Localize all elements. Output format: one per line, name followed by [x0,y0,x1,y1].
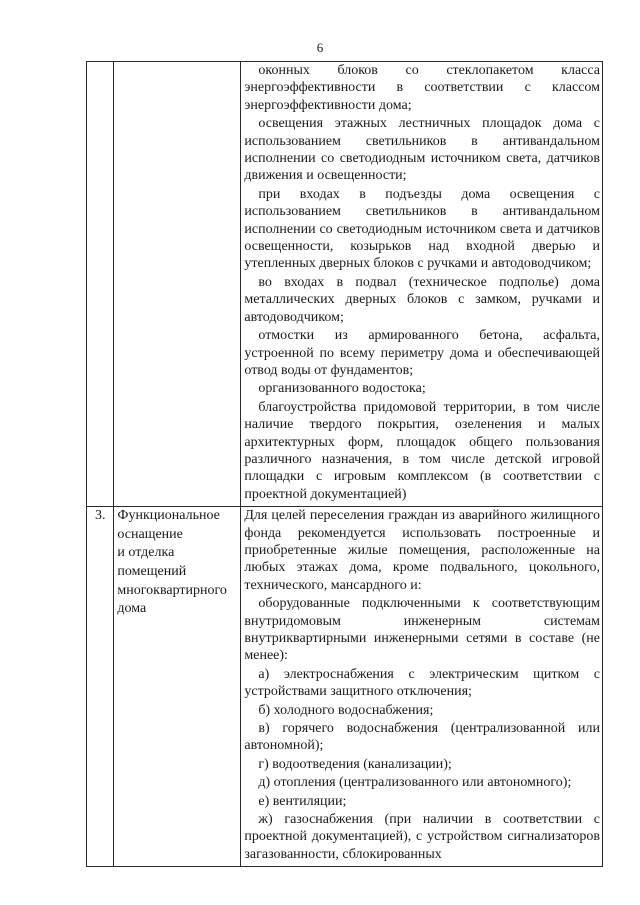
description-paragraph: в) горячего водоснабжения (централизованной или автономной); [244,721,600,754]
page-number: 6 [316,40,324,55]
row-name-cell [114,62,241,507]
description-paragraph: во входах в подвал (техническое подполье) дома металлических дверных блоков с замком, ручками и автодоводчиком; [244,274,600,325]
row-name-line: оснащение [117,526,183,542]
table-row [87,62,603,507]
description-paragraph: оконных блоков со стеклопакетом класса энергоэффективности в соответствии с классом энергоэффективности дома; [244,63,600,113]
row-name-cell [114,507,241,867]
description-paragraph: е) вентиляции; [258,793,347,809]
description-paragraph: ж) газоснабжения (при наличии в соответствии с проектной документацией), с устройством сигнализаторов загазованности, сблокированных [244,812,600,862]
description-paragraph: при входах в подъезды дома освещения с использованием светильников в антивандальном исполнении со светодиодным источником света и датчиков освещенности, козырьков над входной дверью и утепленных дверных блоков с ручками и автодоводчиком; [244,186,600,272]
description-paragraph: г) водоотведения (канализации); [258,756,452,772]
row-description-cell [241,62,603,507]
row-description-cell [241,507,603,867]
table-row [87,507,603,867]
row-name-line: помещений [117,563,187,579]
requirements-table [86,61,603,867]
row-name-line: дома [117,601,147,617]
description-paragraph: б) холодного водоснабжения; [258,702,434,718]
description-paragraph: д) отопления (централизованного или автономного); [258,775,572,791]
description-paragraph: освещения этажных лестничных площадок дома с использованием светильников в антивандальном исполнении со светодиодным источником света, датчиков движения и освещенности; [244,116,600,184]
row-name-line: Функциональное [117,508,220,524]
row-name-line: и отделка [117,545,175,561]
description-intro: Для целей переселения граждан из аварийного жилищного фонда рекомендуется использовать построенные и приобретенные жилые помещения, расположенные на любых этажах дома, кроме подвального, цокольного, технического, мансардного и: [244,508,600,593]
row-number-cell [87,62,114,507]
description-paragraph: а) электроснабжения с электрическим щитком с устройствами защитного отключения; [244,666,600,700]
description-paragraph: отмостки из армированного бетона, асфальта, устроенной по всему периметру дома и обеспечивающей отвод воды от фундаментов; [244,328,600,378]
description-paragraph: благоустройства придомовой территории, в том числе наличие твердого покрытия, озеленения и малых архитектурных форм, площадок общего пользования различного назначения, в том числе детской игровой площадки с игровым комплексом (в соответствии с проектной документацией) [244,399,600,502]
description-paragraph: оборудованные подключенными к соответствующим внутридомовым инженерным системам внутриквартирными инженерными сетями в составе (не менее): [244,596,600,664]
row-name-line: многоквартирного [117,582,227,598]
row-number-cell: 3. [87,507,114,867]
description-paragraph: организованного водостока; [258,381,426,397]
